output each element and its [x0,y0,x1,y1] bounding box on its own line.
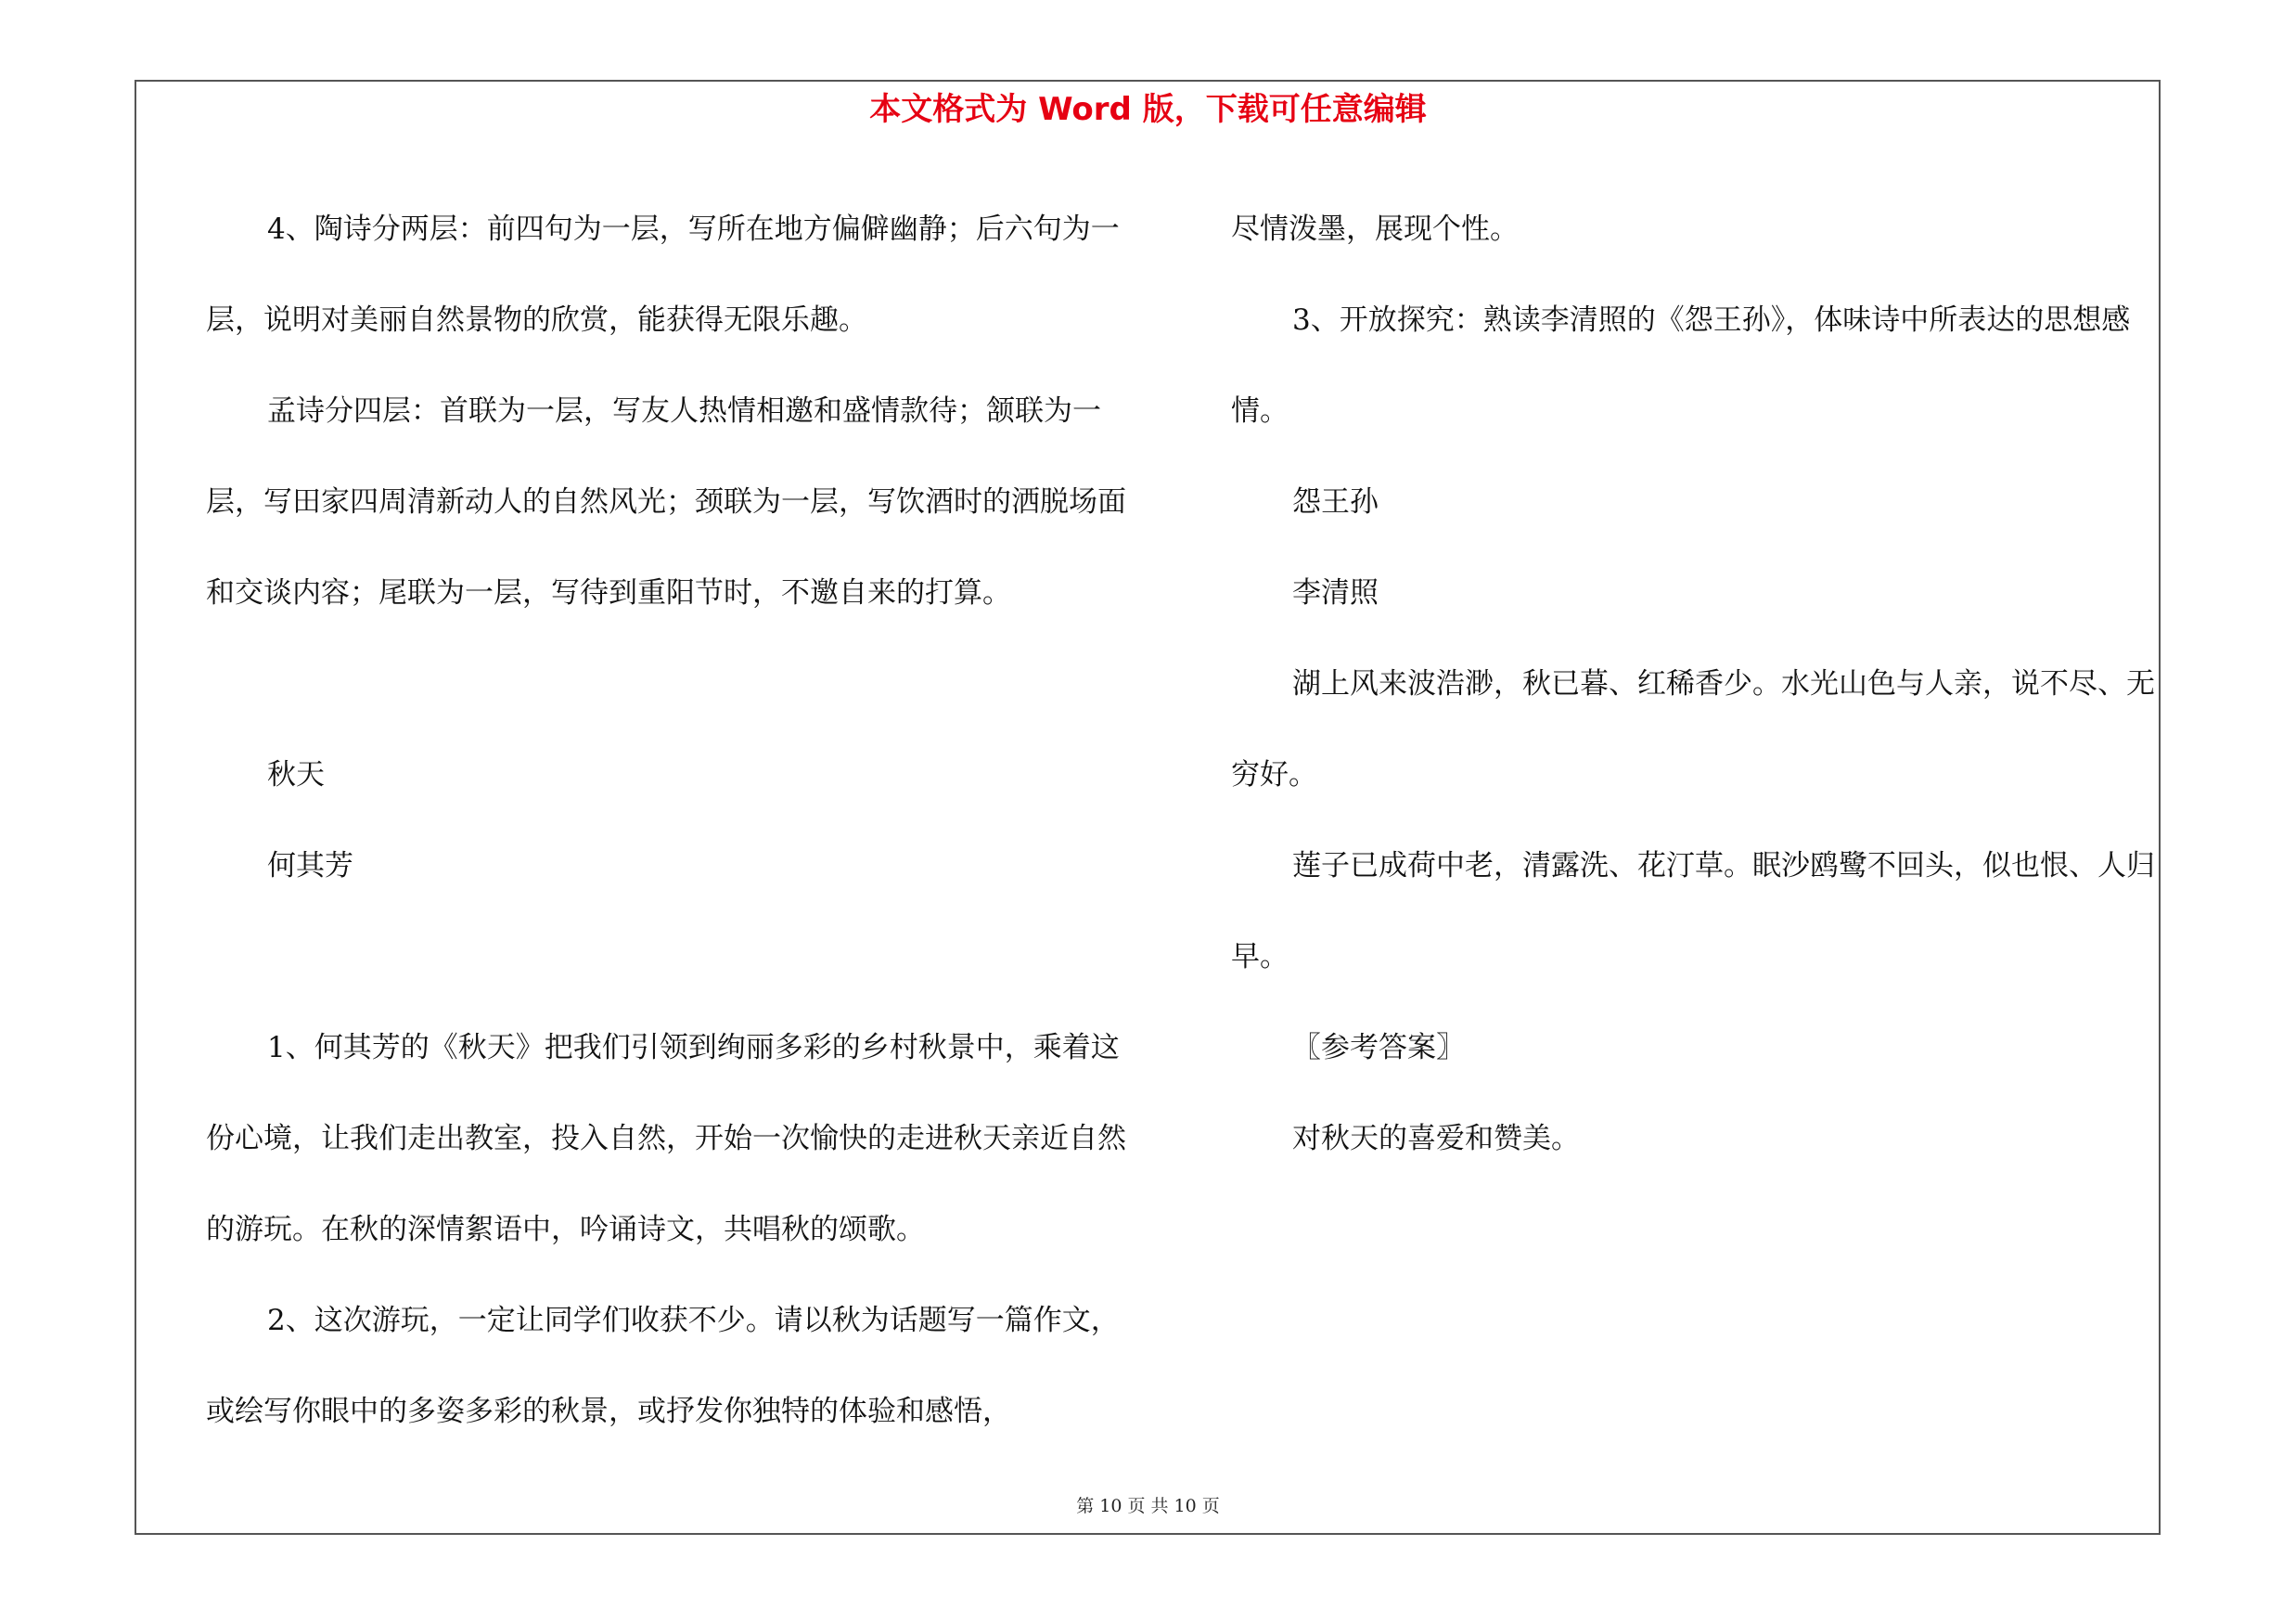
left-column [206,184,1134,1457]
poem-author: 何其芳 [267,849,353,882]
analysis-paragraph-meng: 孟诗分四层：首联为一层，写友人热情相邀和盛情款待；颔联为一层，写田家四周清新动人的自然风光；颈联为一层，写饮酒时的洒脱场面和交谈内容；尾联为一层，写待到重阳节时，不邀自来的打算。 [206,394,1126,610]
question-1: 1、何其芳的《秋天》把我们引领到绚丽多彩的乡村秋景中，乘着这份心境，让我们走出教室，投入自然，开始一次愉快的走进秋天亲近自然的游玩。在秋的深情絮语中，吟诵诗文，共唱秋的颂歌。 [206,1031,1126,1246]
analysis-paragraph-tao: 4、陶诗分两层：前四句为一层，写所在地方偏僻幽静；后六句为一层，说明对美丽自然景物的欣赏，能获得无限乐趣。 [206,213,1120,337]
header-banner: 本文格式为 Word 版，下载可任意编辑 [869,91,1427,128]
poem-title: 秋天 [267,758,325,792]
right-column [1231,184,2168,1184]
spacer [206,638,1134,729]
spacer [206,911,1134,1002]
poem-stanza-2: 莲子已成荷中老，清露洗、花汀草。眠沙鸥鹭不回头，似也恨、人归早。 [1231,849,2155,973]
question-3: 3、开放探究：熟读李清照的《怨王孙》，体味诗中所表达的思想感情。 [1231,303,2131,428]
question-2-continuation: 尽情泼墨，展现个性。 [1231,213,1519,246]
page-number: 第 10 页 共 10 页 [1076,1496,1220,1516]
poem-stanza-1: 湖上风来波浩渺，秋已暮、红稀香少。水光山色与人亲，说不尽、无穷好。 [1231,667,2155,792]
answer-text: 对秋天的喜爱和赞美。 [1292,1122,1580,1155]
poem-author: 李清照 [1292,576,1379,610]
answer-heading: 〖参考答案〗 [1292,1031,1465,1064]
question-2: 2、这次游玩，一定让同学们收获不少。请以秋为话题写一篇作文，或绘写你眼中的多姿多彩的秋景，或抒发你独特的体验和感悟， [206,1304,1120,1428]
poem-title: 怨王孙 [1292,485,1379,519]
